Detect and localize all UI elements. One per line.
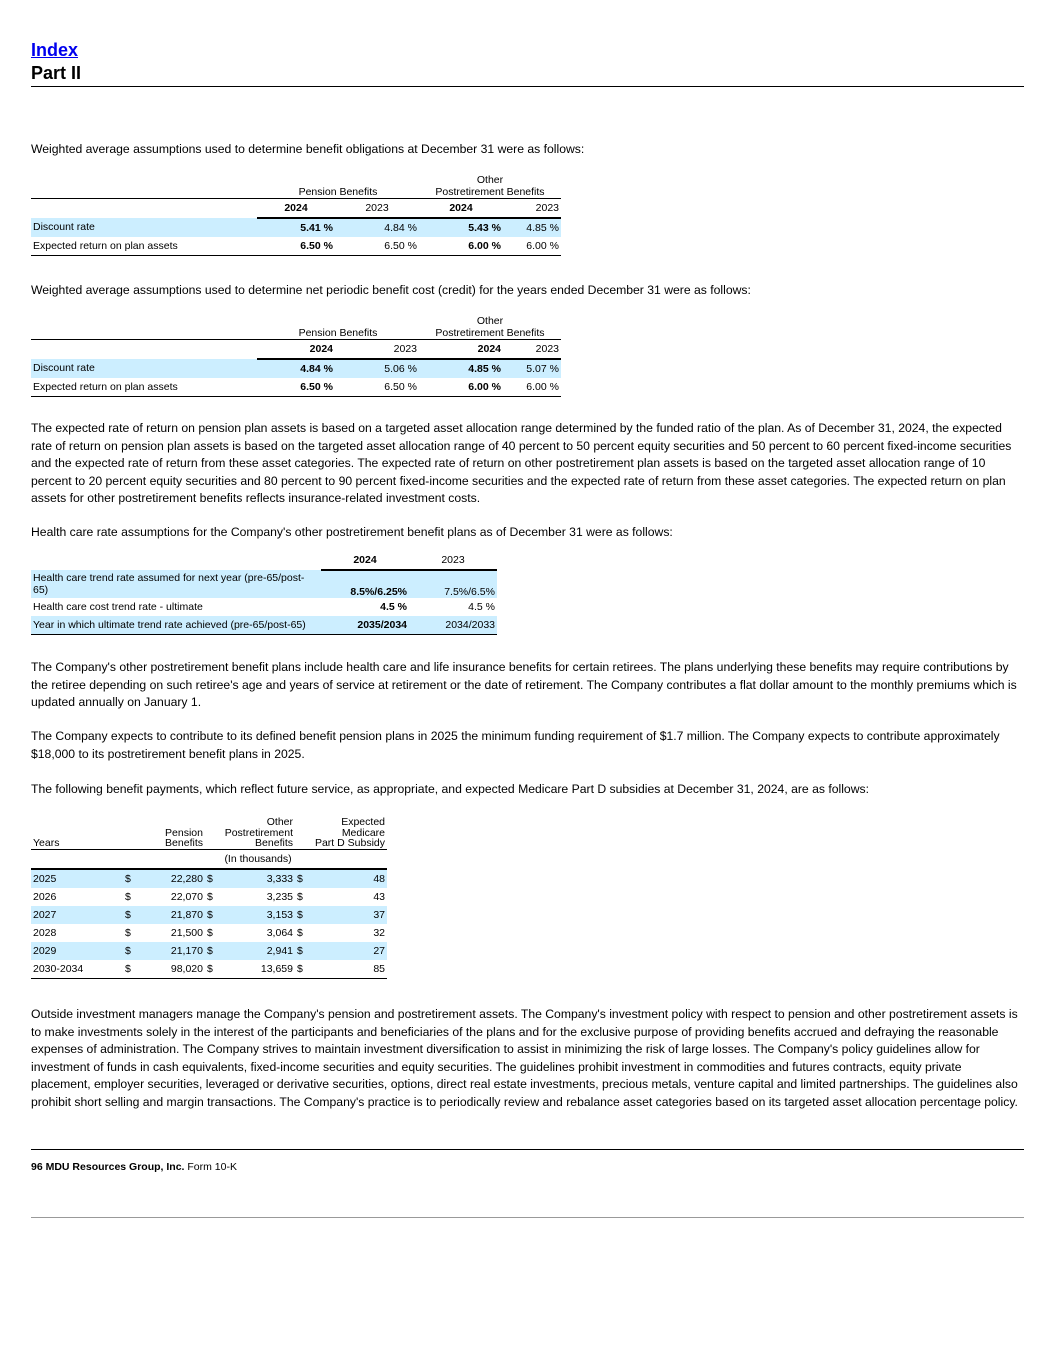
currency-symbol: $ [123, 960, 135, 979]
net-periodic-cost-table [31, 311, 561, 397]
cell-value: 3,235 [266, 891, 293, 903]
cell-value: 43 [373, 891, 385, 903]
currency-symbol: $ [205, 942, 217, 960]
cell-value: 5.43 % [419, 218, 503, 237]
row-label: Year in which ultimate trend rate achieved (pre-65/post-65) [31, 616, 321, 635]
currency-symbol: $ [295, 942, 307, 960]
column-header-years: Years [31, 811, 123, 849]
paragraph-contributions: The Company expects to contribute to its defined benefit pension plans in 2025 the minimum funding requirement of $1.7 million. The Company expects to contribute approximately $18,000 to its postretirement benefit plans in 2025. [31, 729, 1000, 761]
header-line: Benefits [165, 837, 203, 849]
table-row [31, 218, 561, 237]
header-line: Medicare [341, 826, 385, 839]
year-cell: 2026 [33, 891, 57, 903]
paragraph-investment-policy: Outside investment managers manage the Company's pension and postretirement assets. The Company's investment policy with respect to pension and other postretirement assets is to make investments solely in the interest of the participants and beneficiaries of the plans and for the exclusive purpose of providing benefits accrued and defraying the reasonable expenses of administration. The Company strives to maintain investment diversification to assist in minimizing the risk of large losses. The Company's policy guidelines allow for investment of funds in cash equivalents, fixed-income securities and equity securities. The guidelines prohibit investment in commodities and futures contracts, equity private placement, employer securities, leveraged or derivative securities, options, direct real estate investments, precious metals, venture capital and limited partnerships. The guidelines also prohibit short selling and margin transactions. The Company's practice is to periodically review and rebalance asset categories based on its targeted asset allocation percentage policy. [31, 1007, 1018, 1109]
currency-symbol: $ [125, 891, 131, 903]
currency-symbol: $ [297, 927, 303, 939]
currency-symbol: $ [205, 869, 217, 888]
cell-value: 6.50 % [335, 237, 419, 256]
footer-form: Form 10-K [187, 1161, 237, 1173]
cell-value: 21,170 [135, 942, 205, 960]
cell-value: 27 [307, 942, 387, 960]
cell-value: 2,941 [217, 942, 295, 960]
year-header: 2024 [257, 339, 335, 359]
cell-value: 48 [307, 869, 387, 888]
cell-value: 2034/2033 [409, 616, 497, 635]
cell-value: 5.06 % [335, 359, 419, 378]
header-line: Postretirement [224, 826, 293, 839]
cell-value: 6.00 % [503, 378, 561, 397]
currency-symbol: $ [207, 891, 213, 903]
header-line: Pension [165, 826, 203, 839]
year-header: 2024 [321, 551, 409, 570]
cell-value: 37 [307, 906, 387, 924]
cell-value: 6.00 % [503, 237, 561, 256]
table-row [31, 942, 387, 960]
table-row [31, 869, 387, 888]
row-label: Health care trend rate assumed for next year (pre-65/post-65) [31, 570, 321, 598]
row-label: Health care cost trend rate - ultimate [33, 601, 203, 613]
row-label: Expected return on plan assets [31, 378, 257, 397]
index-link[interactable]: Index [31, 40, 79, 60]
cell-value: 4.84 % [257, 359, 335, 378]
intro-benefit-payments: The following benefit payments, which reflect future service, as appropriate, and expected Medicare Part D subsidies at December 31, 2024, are as follows: [31, 782, 869, 796]
table-row [31, 237, 561, 256]
cell-value: 3,333 [217, 869, 295, 888]
cell-value: 7.5%/6.5% [409, 570, 497, 598]
currency-symbol: $ [123, 942, 135, 960]
cell-value: 6.50 % [335, 378, 419, 397]
currency-symbol: $ [297, 891, 303, 903]
cell-value: 5.41 % [257, 218, 335, 237]
year-header: 2023 [409, 551, 497, 570]
table-row [31, 960, 387, 979]
page-break-divider [31, 1217, 1024, 1218]
footer-divider [31, 1149, 1024, 1150]
group-header-line1: Other [476, 173, 504, 186]
header-line: Part D Subsidy [314, 837, 385, 849]
cell-value: 22,280 [135, 869, 205, 888]
group-header-postretirement [419, 170, 561, 198]
cell-value: 98,020 [135, 960, 205, 979]
year-cell: 2029 [31, 942, 123, 960]
group-header-postretirement [419, 311, 561, 339]
currency-symbol: $ [205, 906, 217, 924]
paragraph-postretirement-plans: The Company's other postretirement benefit plans include health care and life insurance benefits for certain retirees. The plans underlying these benefits may require contributions by the retiree depending on such retiree's age and years of service at retirement or the date of retirement. The Company contributes a flat dollar amount to the monthly premiums which is updated annually on January 1. [31, 660, 1017, 709]
table-row [31, 378, 561, 397]
intro-net-periodic-cost: Weighted average assumptions used to determine net periodic benefit cost (credit) for the years ended December 31 were as follows: [31, 283, 751, 297]
cell-value: 4.5 % [468, 601, 495, 613]
units-label: (In thousands) [31, 849, 387, 869]
column-header-postretirement [205, 811, 295, 849]
footer-company: 96 MDU Resources Group, Inc. [31, 1161, 185, 1173]
intro-benefit-obligations: Weighted average assumptions used to determine benefit obligations at December 31 were as follows: [31, 142, 585, 156]
column-header-medicare [295, 811, 387, 849]
currency-symbol: $ [123, 869, 135, 888]
header-line: Expected [341, 816, 385, 828]
currency-symbol: $ [295, 906, 307, 924]
cell-value: 6.50 % [257, 237, 335, 256]
cell-value: 5.07 % [503, 359, 561, 378]
row-label: Discount rate [31, 359, 257, 378]
cell-value: 13,659 [217, 960, 295, 979]
year-header: 2023 [335, 339, 419, 359]
currency-symbol: $ [125, 927, 131, 939]
column-header-pension [123, 811, 205, 849]
part-heading: Part II [31, 63, 82, 83]
cell-value: 22,070 [170, 891, 203, 903]
year-cell: 2027 [31, 906, 123, 924]
row-label: Discount rate [31, 218, 257, 237]
year-header: 2023 [503, 339, 561, 359]
table-row [31, 570, 497, 598]
currency-symbol: $ [205, 960, 217, 979]
group-header-pension: Pension Benefits [298, 326, 378, 339]
header-line: Other [266, 816, 293, 828]
table-row [31, 359, 561, 378]
year-header: 2024 [419, 339, 503, 359]
year-cell: 2030-2034 [31, 960, 123, 979]
health-care-rates-table [31, 551, 497, 635]
group-header-pension: Pension Benefits [298, 185, 378, 198]
currency-symbol: $ [295, 869, 307, 888]
benefit-obligations-table [31, 170, 561, 256]
benefit-payments-table [31, 811, 387, 979]
year-header: 2024 [419, 198, 503, 218]
header-divider [31, 86, 1024, 87]
year-cell: 2025 [31, 869, 123, 888]
table-row [31, 616, 497, 635]
cell-value: 4.5 % [380, 601, 407, 613]
currency-symbol: $ [295, 960, 307, 979]
table-row [31, 906, 387, 924]
year-header: 2023 [503, 198, 561, 218]
cell-value: 2035/2034 [321, 616, 409, 635]
cell-value: 6.00 % [419, 237, 503, 256]
cell-value: 21,870 [135, 906, 205, 924]
paragraph-expected-return: The expected rate of return on pension plan assets is based on a targeted asset allocation range determined by the funded ratio of the plan. As of December 31, 2024, the expected rate of return on pension plan assets is based on the targeted asset allocation range of 40 percent to 50 percent equity securities and 50 percent to 60 percent fixed-income securities and the expected rate of return from these asset categories. The expected rate of return on other postretirement plan assets is based on the targeted asset allocation range of 10 percent to 20 percent equity securities and 80 percent to 90 percent fixed-income securities and the expected rate of return from these asset categories. The expected return on plan assets for other postretirement benefits reflects insurance-related investment costs. [31, 421, 1012, 505]
cell-value: 6.50 % [257, 378, 335, 397]
cell-value: 8.5%/6.25% [321, 570, 409, 598]
cell-value: 21,500 [170, 927, 203, 939]
group-header-line2: Postretirement Benefits [435, 326, 545, 339]
cell-value: 85 [307, 960, 387, 979]
intro-health-care-rates: Health care rate assumptions for the Company's other postretirement benefit plans as of December 31 were as follows: [31, 525, 673, 539]
year-cell: 2028 [33, 927, 57, 939]
cell-value: 4.85 % [503, 218, 561, 237]
cell-value: 32 [373, 927, 385, 939]
cell-value: 4.85 % [419, 359, 503, 378]
cell-value: 3,064 [266, 927, 293, 939]
table-row [31, 924, 387, 942]
group-header-line1: Other [476, 314, 504, 327]
year-header: 2024 [257, 198, 335, 218]
page-footer [31, 1161, 237, 1173]
cell-value: 3,153 [217, 906, 295, 924]
currency-symbol: $ [207, 927, 213, 939]
currency-symbol: $ [123, 906, 135, 924]
row-label: Expected return on plan assets [31, 237, 257, 256]
cell-value: 4.84 % [335, 218, 419, 237]
cell-value: 6.00 % [419, 378, 503, 397]
header-line: Benefits [255, 837, 293, 849]
table-row [31, 598, 497, 616]
table-row [31, 888, 387, 906]
year-header: 2023 [335, 198, 419, 218]
group-header-line2: Postretirement Benefits [435, 185, 545, 198]
